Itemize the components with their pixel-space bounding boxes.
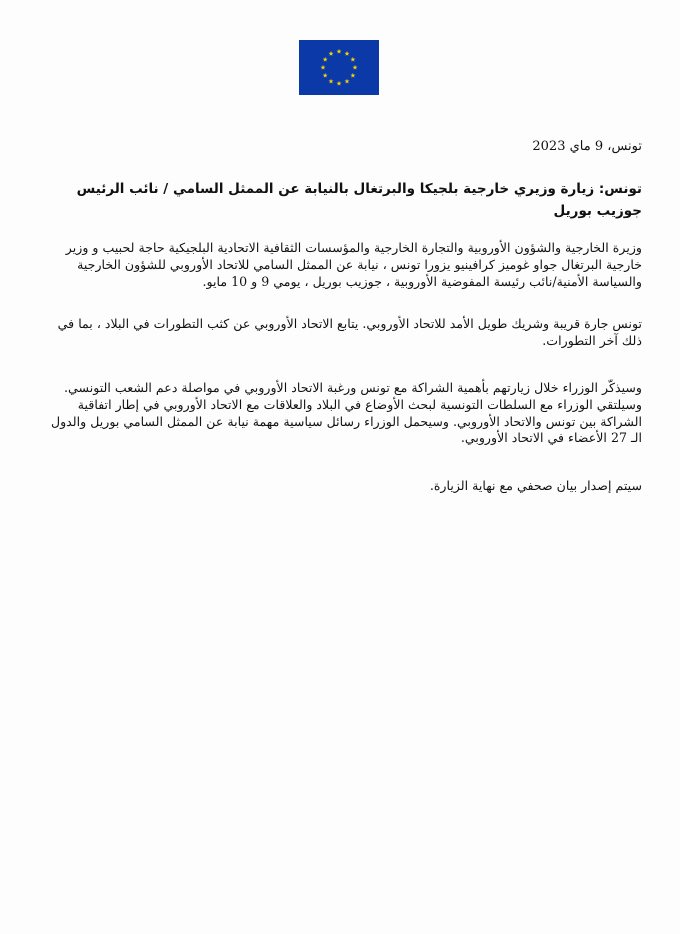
paragraph-ministers-agenda: وسيذكّر الوزراء خلال زيارتهم بأهمية الشراكة مع تونس ورغبة الاتحاد الأوروبي في مواصلة دعم الشعب التونسي. وسيلتقي الوزراء مع السلطات التونسية لبحث الأوضاع في البلاد والعلاقات مع الاتحاد الأوروبي في إطار اتفاقية الشراكة بين تونس والاتحاد الأوروبي. وسيحمل الوزراء رسائل سياسية مهمة نيابة عن الممثل السامي بوريل والدول الـ 27 الأعضاء في الاتحاد الأوروبي. [50, 380, 642, 446]
press-release-date: تونس، 9 ماي 2023 [532, 139, 642, 154]
paragraph-visit-announcement: وزيرة الخارجية والشؤون الأوروبية والتجارة الخارجية والمؤسسات الثقافية الاتحادية البلجيكية حاجة لحبيب و وزير خارجية البرتغال جواو غوميز كرافينيو يزورا تونس ، نيابة عن الممثل السامي للاتحاد الأوروبي للشؤون الخارجية والسياسة الأمنية/نائب رئيسة المفوضية الأوروبية ، جوزيب بوريل ، يومي 9 و 10 مايو. [65, 240, 642, 289]
eu-flag-icon [299, 40, 379, 95]
paragraph-press-statement: سيتم إصدار بيان صحفي مع نهاية الزيارة. [429, 478, 642, 493]
paragraph-tunisia-partner: تونس جارة قريبة وشريك طويل الأمد للاتحاد الأوروبي. يتابع الاتحاد الأوروبي عن كثب التطورات في البلاد ، بما في ذلك آخر التطورات. [57, 316, 642, 348]
press-release-title: تونس: زيارة وزيري خارجية بلجيكا والبرتغال بالنيابة عن الممثل السامي / نائب الرئيس جوزيب بوريل [76, 181, 642, 219]
flag-background [299, 40, 379, 95]
